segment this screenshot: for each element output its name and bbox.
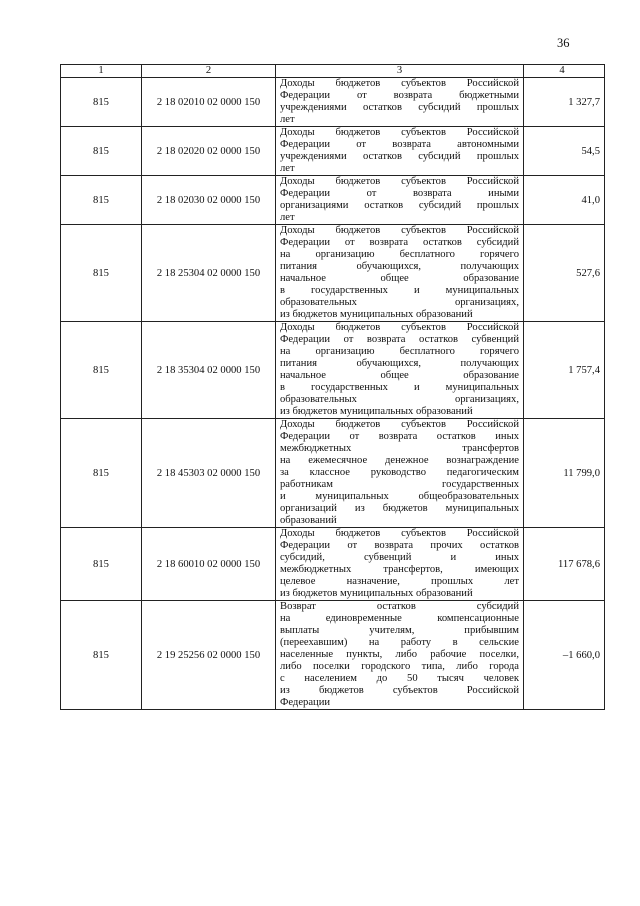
description-line: лет xyxy=(280,163,295,174)
description-line: за классное руководство педагогическим xyxy=(280,467,519,478)
amount-cell: 1 327,7 xyxy=(524,78,605,127)
description-line: образовательных организациях, xyxy=(280,297,519,308)
description-line: Доходы бюджетов субъектов Российской xyxy=(280,528,519,539)
description-line: Федерации от возврата прочих остатков xyxy=(280,540,519,551)
budget-classification-code-cell: 2 18 35304 02 0000 150 xyxy=(142,322,276,419)
description-line: питания обучающихся, получающих xyxy=(280,261,519,272)
amount-cell: 117 678,6 xyxy=(524,528,605,601)
admin-code-cell: 815 xyxy=(61,225,142,322)
admin-code-cell: 815 xyxy=(61,127,142,176)
table-header-row xyxy=(61,65,605,78)
description-line: питания обучающихся, получающих xyxy=(280,358,519,369)
description-line: и муниципальных общеобразовательных xyxy=(280,491,519,502)
budget-classification-code-cell: 2 18 45303 02 0000 150 xyxy=(142,419,276,528)
description-line: из бюджетов муниципальных образований xyxy=(280,406,473,417)
description-line: с населением до 50 тысяч человек xyxy=(280,673,519,684)
amount-cell: 54,5 xyxy=(524,127,605,176)
amount-cell: 1 757,4 xyxy=(524,322,605,419)
description-line: Доходы бюджетов субъектов Российской xyxy=(280,419,519,430)
description-line: на организацию бесплатного горячего xyxy=(280,249,519,260)
table-row xyxy=(61,78,605,127)
description-line: Доходы бюджетов субъектов Российской xyxy=(280,322,519,333)
revenue-description-cell xyxy=(276,127,524,176)
budget-classification-code-cell: 2 18 25304 02 0000 150 xyxy=(142,225,276,322)
description-line: Федерации от возврата остатков субсидий xyxy=(280,237,519,248)
description-line: из бюджетов муниципальных образований xyxy=(280,309,473,320)
description-line: работникам государственных xyxy=(280,479,519,490)
description-line: из бюджетов субъектов Российской xyxy=(280,685,519,696)
description-line: субсидий, субвенций и иных xyxy=(280,552,519,563)
description-line: Федерации от возврата остатков субвенций xyxy=(280,334,519,345)
description-line: населенные пункты, либо рабочие поселки, xyxy=(280,649,519,660)
revenue-description-cell xyxy=(276,528,524,601)
description-line: выплаты учителям, прибывшим xyxy=(280,625,519,636)
admin-code-cell: 815 xyxy=(61,528,142,601)
table-row xyxy=(61,127,605,176)
description-line: начальное общее образование xyxy=(280,273,519,284)
description-line: Доходы бюджетов субъектов Российской xyxy=(280,127,519,138)
description-line: Доходы бюджетов субъектов Российской xyxy=(280,176,519,187)
description-line: Возврат остатков субсидий xyxy=(280,601,519,612)
description-line: межбюджетных трансфертов xyxy=(280,443,519,454)
amount-cell: 527,6 xyxy=(524,225,605,322)
description-line: на ежемесячное денежное вознаграждение xyxy=(280,455,519,466)
page-number: 36 xyxy=(557,36,570,50)
description-line: лет xyxy=(280,212,295,223)
description-line: Федерации xyxy=(280,697,331,708)
description-line: образовательных организациях, xyxy=(280,394,519,405)
table-row xyxy=(61,528,605,601)
budget-classification-code-cell: 2 18 02020 02 0000 150 xyxy=(142,127,276,176)
description-line: Федерации от возврата остатков иных xyxy=(280,431,519,442)
admin-code-cell: 815 xyxy=(61,601,142,710)
amount-cell: 11 799,0 xyxy=(524,419,605,528)
description-line: в государственных и муниципальных xyxy=(280,382,519,393)
description-line: образований xyxy=(280,515,337,526)
description-line: учреждениями остатков субсидий прошлых xyxy=(280,151,519,162)
table-row xyxy=(61,225,605,322)
table-row xyxy=(61,419,605,528)
budget-revenue-table xyxy=(60,64,605,710)
amount-cell: –1 660,0 xyxy=(524,601,605,710)
description-line: в государственных и муниципальных xyxy=(280,285,519,296)
description-line: на организацию бесплатного горячего xyxy=(280,346,519,357)
column-header-4: 4 xyxy=(524,65,605,78)
table-row xyxy=(61,176,605,225)
description-line: Доходы бюджетов субъектов Российской xyxy=(280,225,519,236)
budget-classification-code-cell: 2 18 02030 02 0000 150 xyxy=(142,176,276,225)
column-header-3: 3 xyxy=(276,65,524,78)
revenue-description-cell xyxy=(276,78,524,127)
budget-classification-code-cell: 2 18 60010 02 0000 150 xyxy=(142,528,276,601)
description-line: целевое назначение, прошлых лет xyxy=(280,576,519,587)
description-line: (переехавшим) на работу в сельские xyxy=(280,637,519,648)
description-line: на единовременные компенсационные xyxy=(280,613,519,624)
budget-classification-code-cell: 2 19 25256 02 0000 150 xyxy=(142,601,276,710)
admin-code-cell: 815 xyxy=(61,78,142,127)
budget-classification-code-cell: 2 18 02010 02 0000 150 xyxy=(142,78,276,127)
description-line: учреждениями остатков субсидий прошлых xyxy=(280,102,519,113)
revenue-description-cell xyxy=(276,225,524,322)
description-line: либо поселки городского типа, либо города xyxy=(280,661,519,672)
description-line: Федерации от возврата автономными xyxy=(280,139,519,150)
description-line: организаций из бюджетов муниципальных xyxy=(280,503,519,514)
column-header-1: 1 xyxy=(61,65,142,78)
description-line: Федерации от возврата иными xyxy=(280,188,519,199)
description-line: из бюджетов муниципальных образований xyxy=(280,588,473,599)
revenue-description-cell xyxy=(276,601,524,710)
description-line: Федерации от возврата бюджетными xyxy=(280,90,519,101)
table-row xyxy=(61,601,605,710)
admin-code-cell: 815 xyxy=(61,322,142,419)
revenue-description-cell xyxy=(276,419,524,528)
revenue-description-cell xyxy=(276,322,524,419)
description-line: организациями остатков субсидий прошлых xyxy=(280,200,519,211)
description-line: начальное общее образование xyxy=(280,370,519,381)
amount-cell: 41,0 xyxy=(524,176,605,225)
description-line: Доходы бюджетов субъектов Российской xyxy=(280,78,519,89)
column-header-2: 2 xyxy=(142,65,276,78)
description-line: межбюджетных трансфертов, имеющих xyxy=(280,564,519,575)
admin-code-cell: 815 xyxy=(61,419,142,528)
revenue-description-cell xyxy=(276,176,524,225)
table-row xyxy=(61,322,605,419)
description-line: лет xyxy=(280,114,295,125)
admin-code-cell: 815 xyxy=(61,176,142,225)
